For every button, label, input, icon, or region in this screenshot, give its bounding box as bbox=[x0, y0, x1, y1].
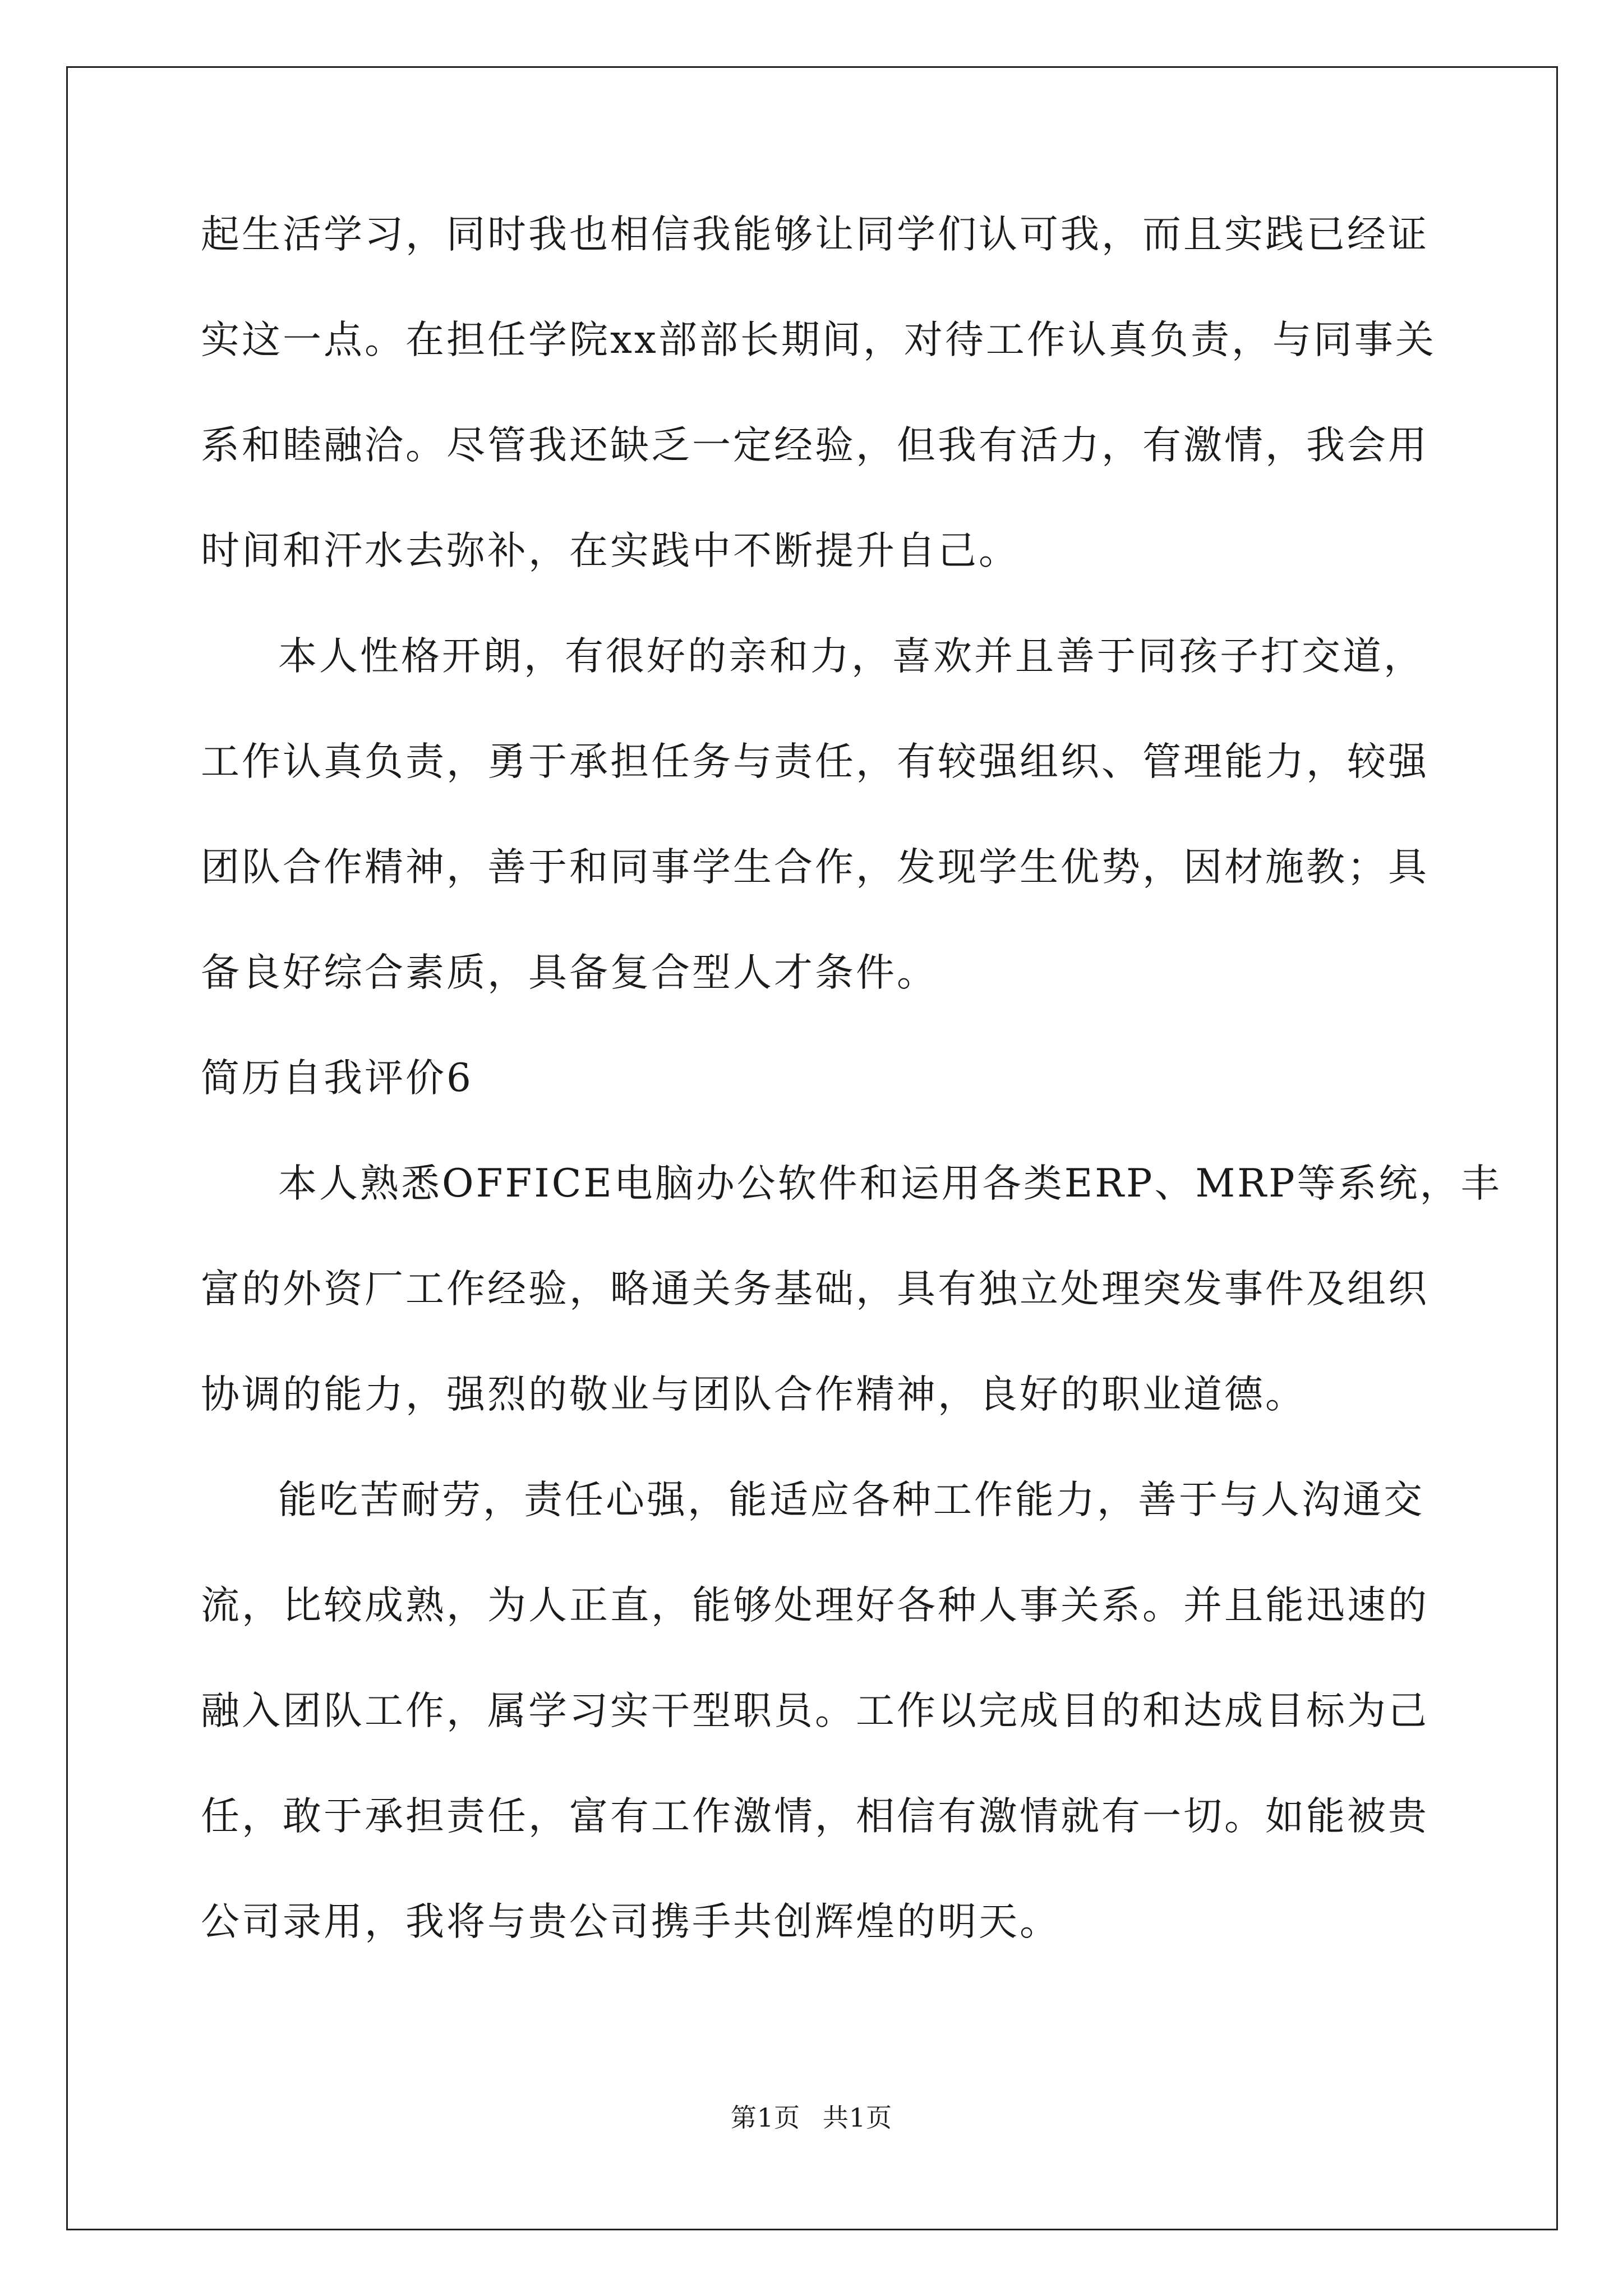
body-line: 时间和汗水去弥补，在实践中不断提升自己。 bbox=[201, 528, 1020, 573]
body-line: 系和睦融洽。尽管我还缺乏一定经验，但我有活力，有激情，我会用 bbox=[201, 423, 1429, 468]
body-line: 团队合作精神，善于和同事学生合作，发现学生优势，因材施教；具 bbox=[201, 845, 1429, 890]
body-line: 公司录用，我将与贵公司携手共创辉煌的明天。 bbox=[201, 1899, 1061, 1944]
page-footer bbox=[0, 2101, 1623, 2134]
body-line: 融入团队工作，属学习实干型职员。工作以完成目的和达成目标为己 bbox=[201, 1688, 1429, 1733]
paragraph-first-line: 能吃苦耐劳，责任心强，能适应各种工作能力，善于与人沟通交 bbox=[278, 1478, 1424, 1522]
body-line: 起生活学习，同时我也相信我能够让同学们认可我，而且实践已经证 bbox=[201, 212, 1429, 257]
paragraph-first-line: 本人性格开朗，有很好的亲和力，喜欢并且善于同孩子打交道， bbox=[278, 634, 1424, 679]
paragraph-first-line: 本人熟悉OFFICE电脑办公软件和运用各类ERP、MRP等系统，丰 bbox=[278, 1161, 1502, 1206]
page-total: 共1页 bbox=[822, 2102, 893, 2133]
body-line: 富的外资厂工作经验，略通关务基础，具有独立处理突发事件及组织 bbox=[201, 1267, 1429, 1312]
section-heading: 简历自我评价6 bbox=[201, 1056, 473, 1101]
page-number: 第1页 bbox=[730, 2102, 801, 2133]
body-line: 任，敢于承担责任，富有工作激情，相信有激情就有一切。如能被贵 bbox=[201, 1794, 1429, 1839]
body-line: 备良好综合素质，具备复合型人才条件。 bbox=[201, 950, 938, 995]
body-line: 流，比较成熟，为人正直，能够处理好各种人事关系。并且能迅速的 bbox=[201, 1583, 1429, 1628]
body-line: 协调的能力，强烈的敬业与团队合作精神，良好的职业道德。 bbox=[201, 1372, 1306, 1417]
body-line: 实这一点。在担任学院xx部部长期间，对待工作认真负责，与同事关 bbox=[201, 318, 1436, 362]
body-line: 工作认真负责，勇于承担任务与责任，有较强组织、管理能力，较强 bbox=[201, 739, 1429, 784]
document-body bbox=[201, 208, 1502, 2000]
